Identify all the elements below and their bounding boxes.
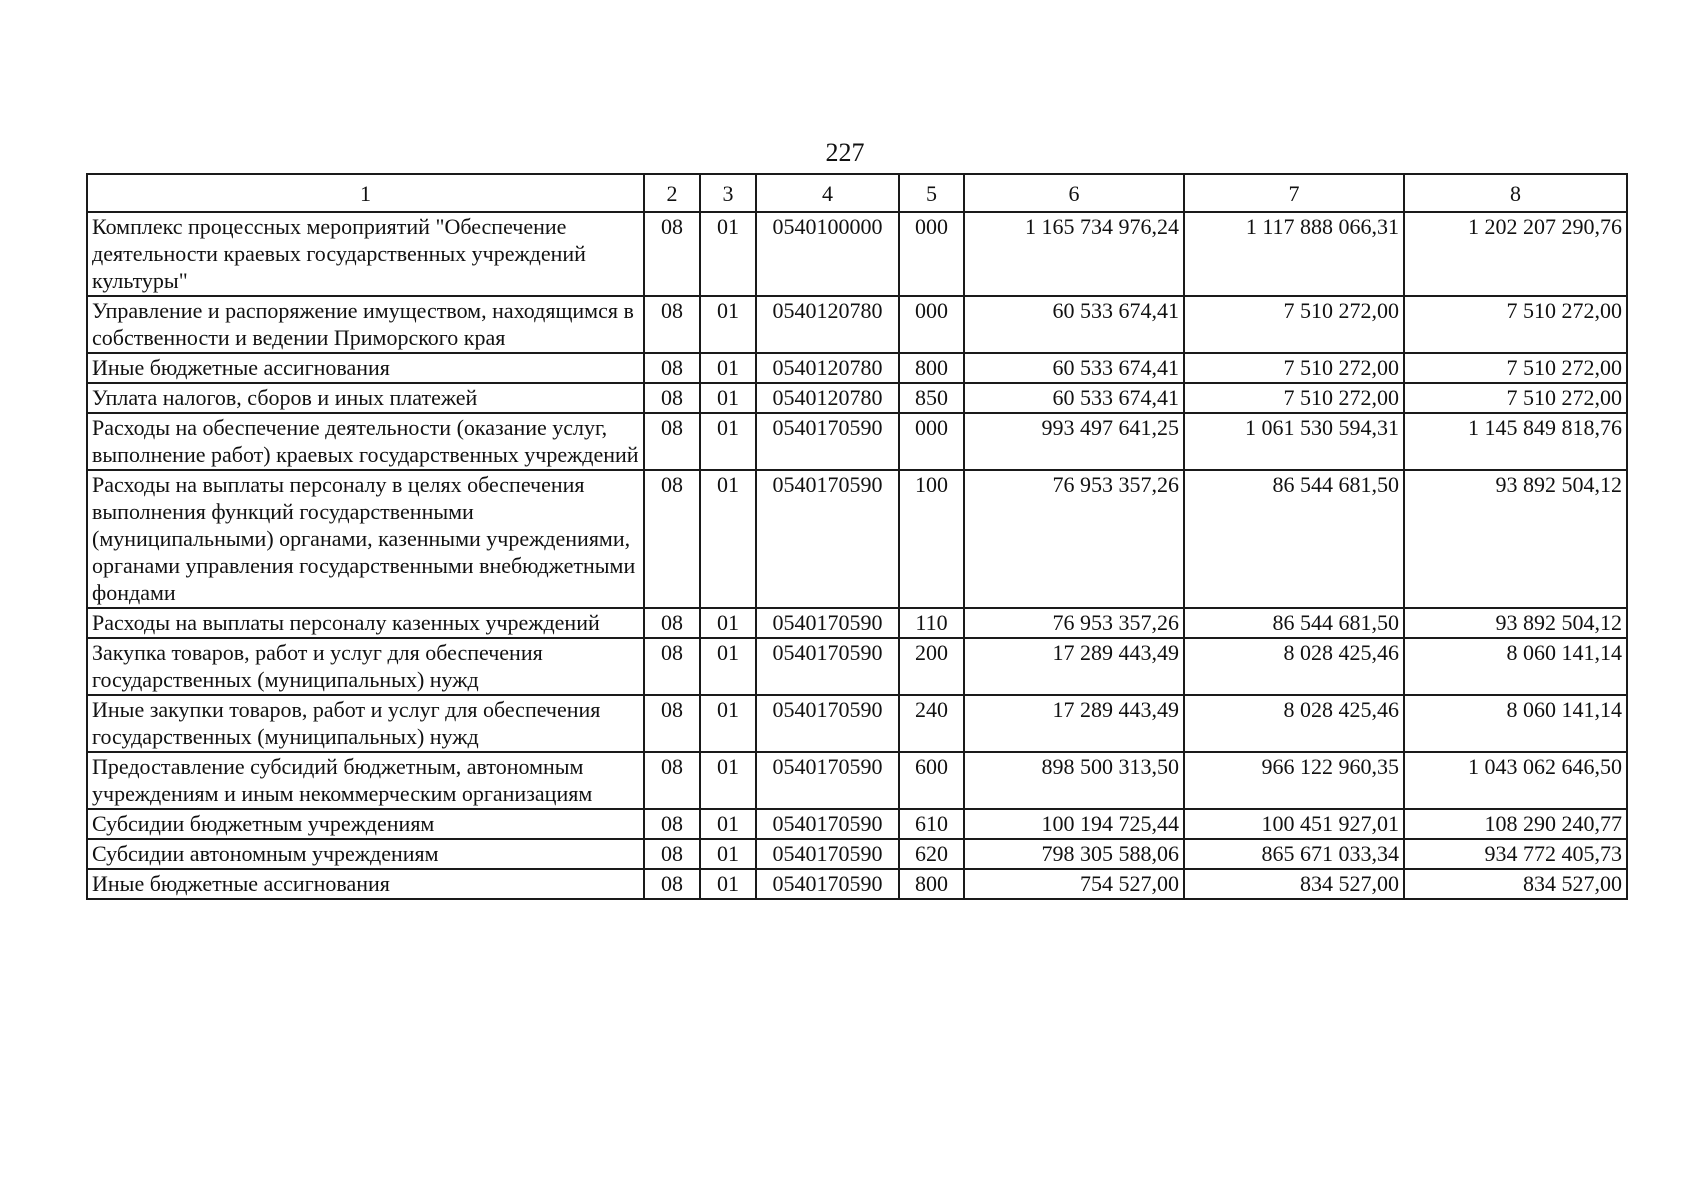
row-amount-col8: 93 892 504,12 bbox=[1404, 470, 1627, 608]
row-expense-type: 000 bbox=[899, 296, 964, 353]
row-expense-type: 000 bbox=[899, 413, 964, 470]
row-amount-col6: 898 500 313,50 bbox=[964, 752, 1184, 809]
row-target-code: 0540120780 bbox=[756, 383, 899, 413]
row-target-code: 0540170590 bbox=[756, 638, 899, 695]
table-row bbox=[87, 296, 1627, 353]
row-amount-col7: 86 544 681,50 bbox=[1184, 608, 1404, 638]
row-name: Субсидии бюджетным учреждениям bbox=[87, 809, 644, 839]
row-name: Иные бюджетные ассигнования bbox=[87, 869, 644, 899]
table-row bbox=[87, 608, 1627, 638]
row-amount-col8: 934 772 405,73 bbox=[1404, 839, 1627, 869]
row-section: 08 bbox=[644, 839, 700, 869]
row-expense-type: 800 bbox=[899, 353, 964, 383]
row-amount-col7: 834 527,00 bbox=[1184, 869, 1404, 899]
row-subsection: 01 bbox=[700, 212, 756, 296]
row-amount-col7: 8 028 425,46 bbox=[1184, 695, 1404, 752]
row-amount-col7: 865 671 033,34 bbox=[1184, 839, 1404, 869]
column-header-6: 6 bbox=[964, 174, 1184, 212]
row-subsection: 01 bbox=[700, 638, 756, 695]
column-header-7: 7 bbox=[1184, 174, 1404, 212]
row-target-code: 0540170590 bbox=[756, 413, 899, 470]
row-name: Комплекс процессных мероприятий "Обеспечение деятельности краевых государственных учреждений культуры" bbox=[87, 212, 644, 296]
column-header-1: 1 bbox=[87, 174, 644, 212]
row-name: Субсидии автономным учреждениям bbox=[87, 839, 644, 869]
row-amount-col7: 1 117 888 066,31 bbox=[1184, 212, 1404, 296]
row-name: Расходы на выплаты персоналу казенных учреждений bbox=[87, 608, 644, 638]
row-section: 08 bbox=[644, 212, 700, 296]
row-target-code: 0540170590 bbox=[756, 809, 899, 839]
row-target-code: 0540170590 bbox=[756, 608, 899, 638]
row-expense-type: 200 bbox=[899, 638, 964, 695]
row-amount-col8: 7 510 272,00 bbox=[1404, 353, 1627, 383]
row-amount-col7: 7 510 272,00 bbox=[1184, 383, 1404, 413]
row-name: Иные закупки товаров, работ и услуг для обеспечения государственных (муниципальных) нужд bbox=[87, 695, 644, 752]
row-subsection: 01 bbox=[700, 869, 756, 899]
table-row bbox=[87, 869, 1627, 899]
row-amount-col7: 7 510 272,00 bbox=[1184, 353, 1404, 383]
row-amount-col8: 8 060 141,14 bbox=[1404, 638, 1627, 695]
row-amount-col8: 1 202 207 290,76 bbox=[1404, 212, 1627, 296]
budget-table bbox=[86, 173, 1628, 900]
row-amount-col8: 1 043 062 646,50 bbox=[1404, 752, 1627, 809]
row-target-code: 0540100000 bbox=[756, 212, 899, 296]
table-row bbox=[87, 413, 1627, 470]
row-expense-type: 850 bbox=[899, 383, 964, 413]
row-expense-type: 600 bbox=[899, 752, 964, 809]
row-amount-col6: 1 165 734 976,24 bbox=[964, 212, 1184, 296]
row-expense-type: 610 bbox=[899, 809, 964, 839]
row-subsection: 01 bbox=[700, 383, 756, 413]
row-amount-col7: 86 544 681,50 bbox=[1184, 470, 1404, 608]
row-section: 08 bbox=[644, 353, 700, 383]
row-name: Управление и распоряжение имуществом, находящимся в собственности и ведении Приморского края bbox=[87, 296, 644, 353]
row-amount-col8: 93 892 504,12 bbox=[1404, 608, 1627, 638]
row-target-code: 0540120780 bbox=[756, 296, 899, 353]
table-row bbox=[87, 212, 1627, 296]
row-amount-col6: 993 497 641,25 bbox=[964, 413, 1184, 470]
row-amount-col6: 100 194 725,44 bbox=[964, 809, 1184, 839]
row-amount-col7: 100 451 927,01 bbox=[1184, 809, 1404, 839]
row-amount-col7: 1 061 530 594,31 bbox=[1184, 413, 1404, 470]
row-amount-col8: 1 145 849 818,76 bbox=[1404, 413, 1627, 470]
row-name: Иные бюджетные ассигнования bbox=[87, 353, 644, 383]
table-row bbox=[87, 383, 1627, 413]
column-header-2: 2 bbox=[644, 174, 700, 212]
row-amount-col6: 60 533 674,41 bbox=[964, 383, 1184, 413]
row-section: 08 bbox=[644, 608, 700, 638]
row-name: Расходы на выплаты персоналу в целях обеспечения выполнения функций государственными (муниципальными) органами, казенными учреждениями, органами управления государственными внебюджетными фондами bbox=[87, 470, 644, 608]
row-amount-col7: 8 028 425,46 bbox=[1184, 638, 1404, 695]
row-section: 08 bbox=[644, 869, 700, 899]
row-amount-col7: 7 510 272,00 bbox=[1184, 296, 1404, 353]
row-target-code: 0540170590 bbox=[756, 839, 899, 869]
row-expense-type: 240 bbox=[899, 695, 964, 752]
row-subsection: 01 bbox=[700, 413, 756, 470]
row-amount-col8: 7 510 272,00 bbox=[1404, 296, 1627, 353]
row-amount-col6: 76 953 357,26 bbox=[964, 470, 1184, 608]
column-header-8: 8 bbox=[1404, 174, 1627, 212]
row-expense-type: 000 bbox=[899, 212, 964, 296]
row-target-code: 0540170590 bbox=[756, 470, 899, 608]
row-amount-col6: 754 527,00 bbox=[964, 869, 1184, 899]
table-header-row bbox=[87, 174, 1627, 212]
row-subsection: 01 bbox=[700, 608, 756, 638]
column-header-4: 4 bbox=[756, 174, 899, 212]
table-row bbox=[87, 752, 1627, 809]
row-amount-col8: 7 510 272,00 bbox=[1404, 383, 1627, 413]
row-expense-type: 110 bbox=[899, 608, 964, 638]
row-amount-col8: 108 290 240,77 bbox=[1404, 809, 1627, 839]
row-target-code: 0540120780 bbox=[756, 353, 899, 383]
row-amount-col8: 834 527,00 bbox=[1404, 869, 1627, 899]
row-subsection: 01 bbox=[700, 470, 756, 608]
row-amount-col6: 60 533 674,41 bbox=[964, 353, 1184, 383]
row-section: 08 bbox=[644, 752, 700, 809]
column-header-3: 3 bbox=[700, 174, 756, 212]
row-subsection: 01 bbox=[700, 809, 756, 839]
row-name: Закупка товаров, работ и услуг для обеспечения государственных (муниципальных) нужд bbox=[87, 638, 644, 695]
row-amount-col6: 76 953 357,26 bbox=[964, 608, 1184, 638]
row-amount-col6: 17 289 443,49 bbox=[964, 695, 1184, 752]
table-row bbox=[87, 809, 1627, 839]
row-subsection: 01 bbox=[700, 296, 756, 353]
row-name: Расходы на обеспечение деятельности (оказание услуг, выполнение работ) краевых государственных учреждений bbox=[87, 413, 644, 470]
table-row bbox=[87, 839, 1627, 869]
row-expense-type: 620 bbox=[899, 839, 964, 869]
table-row bbox=[87, 695, 1627, 752]
row-amount-col6: 798 305 588,06 bbox=[964, 839, 1184, 869]
row-amount-col6: 60 533 674,41 bbox=[964, 296, 1184, 353]
row-subsection: 01 bbox=[700, 839, 756, 869]
row-section: 08 bbox=[644, 809, 700, 839]
row-expense-type: 800 bbox=[899, 869, 964, 899]
row-target-code: 0540170590 bbox=[756, 752, 899, 809]
row-section: 08 bbox=[644, 695, 700, 752]
page-number: 227 bbox=[825, 138, 865, 167]
row-name: Уплата налогов, сборов и иных платежей bbox=[87, 383, 644, 413]
row-section: 08 bbox=[644, 413, 700, 470]
row-section: 08 bbox=[644, 383, 700, 413]
row-amount-col8: 8 060 141,14 bbox=[1404, 695, 1627, 752]
row-section: 08 bbox=[644, 638, 700, 695]
row-target-code: 0540170590 bbox=[756, 869, 899, 899]
row-section: 08 bbox=[644, 296, 700, 353]
row-amount-col7: 966 122 960,35 bbox=[1184, 752, 1404, 809]
row-subsection: 01 bbox=[700, 695, 756, 752]
row-name: Предоставление субсидий бюджетным, автономным учреждениям и иным некоммерческим организациям bbox=[87, 752, 644, 809]
table-row bbox=[87, 470, 1627, 608]
table-row bbox=[87, 353, 1627, 383]
row-expense-type: 100 bbox=[899, 470, 964, 608]
row-subsection: 01 bbox=[700, 353, 756, 383]
row-section: 08 bbox=[644, 470, 700, 608]
row-amount-col6: 17 289 443,49 bbox=[964, 638, 1184, 695]
row-target-code: 0540170590 bbox=[756, 695, 899, 752]
row-subsection: 01 bbox=[700, 752, 756, 809]
column-header-5: 5 bbox=[899, 174, 964, 212]
table-row bbox=[87, 638, 1627, 695]
